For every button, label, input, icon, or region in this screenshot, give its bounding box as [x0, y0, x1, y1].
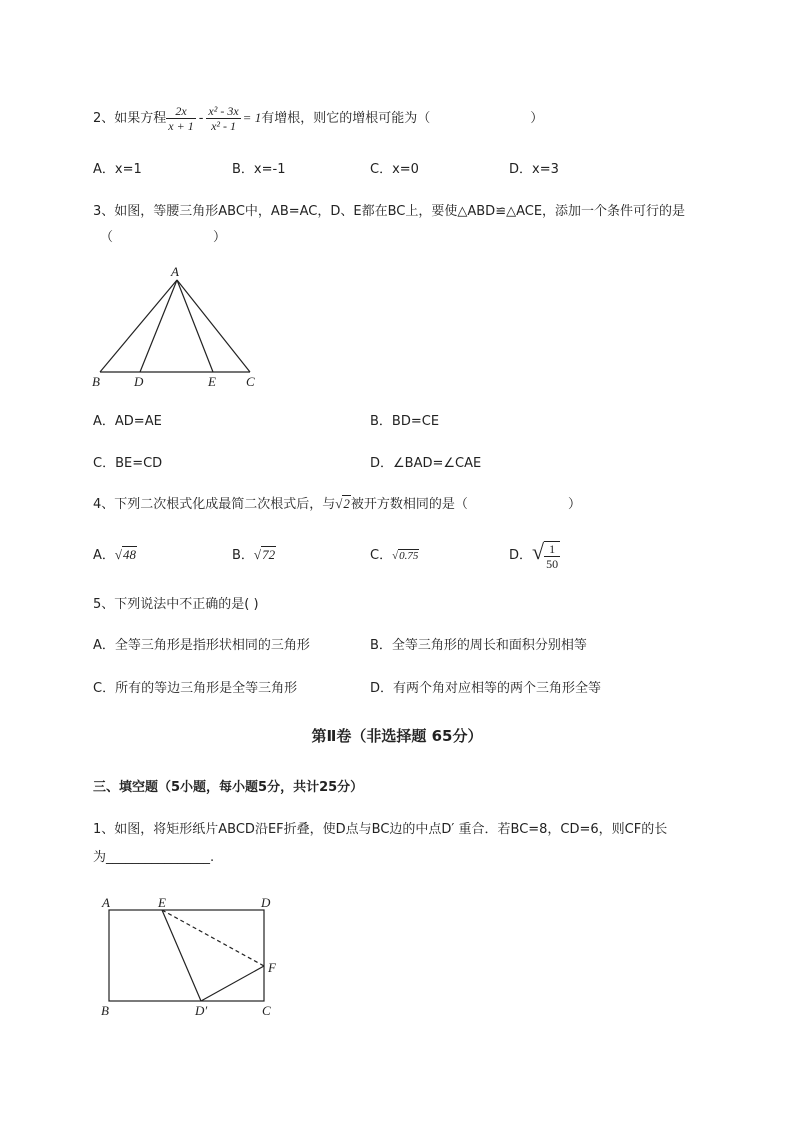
segment-ad [140, 280, 177, 372]
label-d-prime: D′ [195, 1003, 208, 1018]
fill1-answer-line[interactable]: 为________________. [93, 850, 215, 865]
sqrt-2: √2 [335, 496, 350, 511]
fill1-stem: 1、如图，将矩形纸片ABCD沿EF折叠，使D点与BC边的中点D′ 重合．若BC=8，CD=6，则CF的长 [93, 822, 668, 837]
q4-d-fraction: $\frac{1}{50}$ [546, 541, 559, 571]
q3-option-c[interactable]: C．BE=CD [93, 456, 163, 471]
q3-blank: （ ） [100, 230, 227, 245]
label-b: B [101, 1003, 109, 1018]
segment-ed-prime [162, 910, 201, 1001]
q2-fraction-2: $\frac{\text{x² - 3x}}{\text{x² - 1}}$ [208, 104, 239, 133]
q2-option-a[interactable]: A．x=1 [93, 162, 142, 177]
q3-stem: 3、如图，等腰三角形ABC中，AB=AC，D、E都在BC上，要使△ABD≌△ACE，添加一个条件可行的是 [93, 204, 686, 219]
q5-option-a[interactable]: A．全等三角形是指形状相同的三角形 [93, 638, 310, 653]
segment-ef-dashed [162, 910, 264, 966]
q2-option-c[interactable]: C．x=0 [370, 162, 419, 177]
section-title: 第Ⅱ卷（非选择题 65分） [311, 727, 483, 745]
label-e: E [208, 374, 216, 389]
segment-d-prime-f [201, 966, 264, 1001]
segment-ac [177, 280, 250, 372]
q3-option-b[interactable]: B．BD=CE [370, 414, 440, 429]
label-c: C [262, 1003, 271, 1018]
label-a: A [171, 264, 179, 279]
q4-option-b[interactable]: B．√72 [232, 547, 276, 563]
segment-ab [100, 280, 177, 372]
q4-option-a[interactable]: A．√48 [93, 547, 137, 563]
q3-triangle-figure [88, 262, 268, 392]
q2-option-d[interactable]: D．x=3 [509, 162, 559, 177]
q4-option-c[interactable]: C．√0.75 [370, 548, 419, 563]
q5-option-d[interactable]: D．有两个角对应相等的两个三角形全等 [370, 681, 602, 696]
q2-option-b[interactable]: B．x=-1 [232, 162, 286, 177]
label-d: D [134, 374, 144, 389]
label-f: F [268, 960, 276, 975]
label-e: E [158, 895, 166, 910]
section-subtitle: 三、填空题（5小题，每小题5分，共计25分） [93, 780, 364, 795]
label-d: D [261, 895, 271, 910]
label-c: C [246, 374, 255, 389]
fill1-rectangle-figure [96, 890, 296, 1025]
q2-stem: 2、如果方程 $\frac{2x}{x + 1}$ - $\frac{\text{x² - 3x}}{\text{x² - 1}}$ = 1有增根，则它的增根可能为（ ） [93, 104, 544, 133]
q5-option-c[interactable]: C．所有的等边三角形是全等三角形 [93, 681, 298, 696]
q3-option-a[interactable]: A．AD=AE [93, 414, 162, 429]
q3-option-d[interactable]: D．∠BAD=∠CAE [370, 456, 482, 471]
q2-fraction-1: $\frac{2x}{x + 1}$ [168, 104, 194, 133]
q5-stem: 5、下列说法中不正确的是( ) [93, 597, 259, 612]
q5-option-b[interactable]: B．全等三角形的周长和面积分别相等 [370, 638, 587, 653]
label-a: A [102, 895, 110, 910]
label-b: B [92, 374, 100, 389]
segment-ae [177, 280, 213, 372]
q2-prefix: 2、如果方程 [93, 111, 167, 126]
q4-option-d[interactable]: D．√ $\frac{1}{50}$ [509, 539, 559, 571]
q4-stem: 4、下列二次根式化成最简二次根式后，与√2被开方数相同的是（ ） [93, 496, 581, 512]
